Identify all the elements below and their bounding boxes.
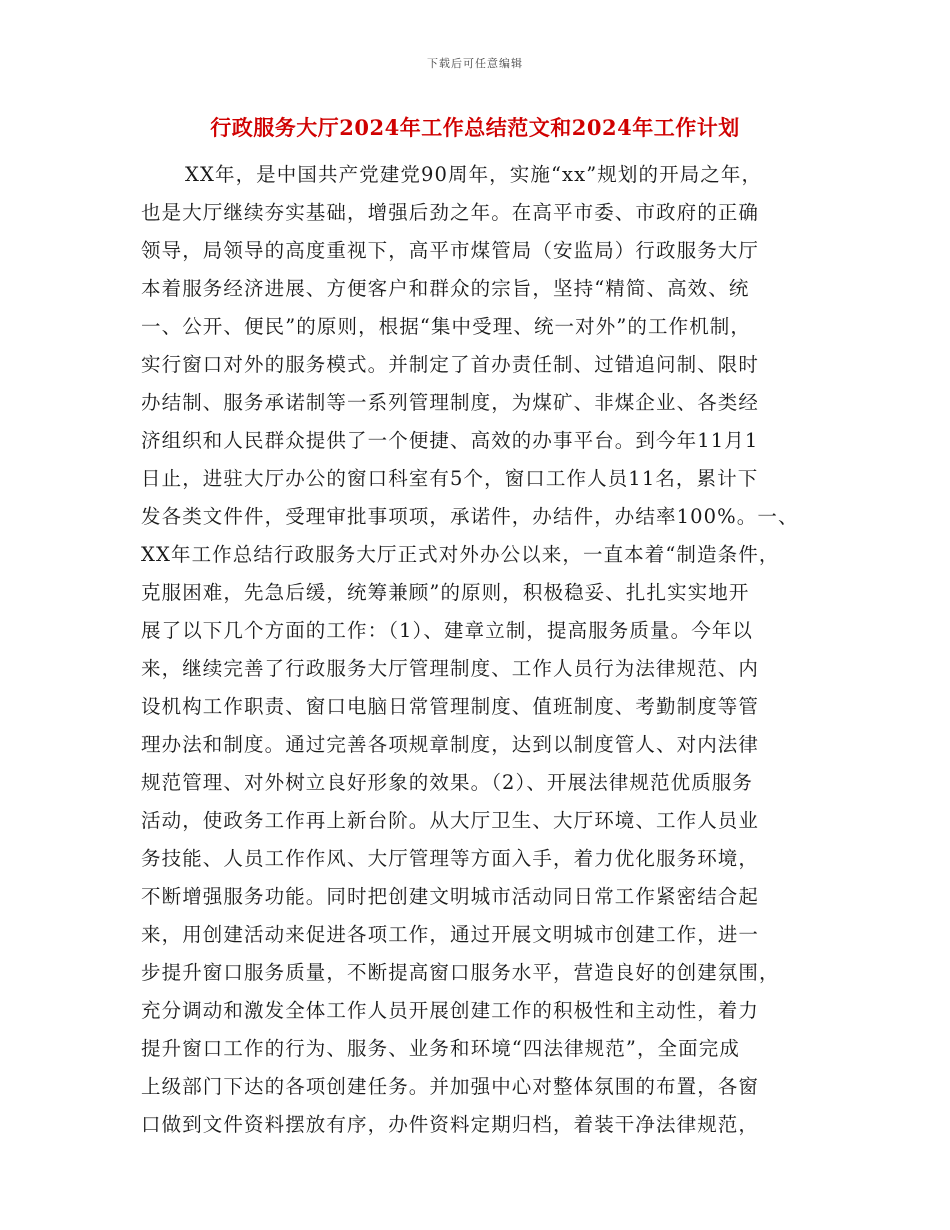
body-line: 理办法和制度。通过完善各项规章制度，达到以制度管人、对内法律 (141, 733, 760, 756)
body-line: XX年，是中国共产党建党90周年，实施“xx”规划的开局之年， (185, 163, 763, 186)
body-line: 规范管理、对外树立良好形象的效果。（2）、开展法律规范优质服务 (141, 771, 754, 794)
body-text (141, 156, 821, 1144)
body-line: 也是大厅继续夯实基础，增强后劲之年。在高平市委、市政府的正确 (141, 201, 760, 224)
body-line: 提升窗口工作的行为、服务、业务和环境“四法律规范”，全面完成 (141, 1037, 740, 1060)
body-line: 本着服务经济进展、方便客户和群众的宗旨，坚持“精简、高效、统 (141, 277, 750, 300)
body-line: 实行窗口对外的服务模式。并制定了首办责任制、过错追问制、限时 (141, 353, 760, 376)
body-line: 步提升窗口服务质量，不断提高窗口服务水平，营造良好的创建氛围， (141, 961, 780, 984)
body-line: 口做到文件资料摆放有序，办件资料定期归档，着装干净法律规范， (141, 1113, 760, 1136)
body-line: 不断增强服务功能。同时把创建文明城市活动同日常工作紧密结合起 (141, 885, 760, 908)
body-line: XX年工作总结行政服务大厅正式对外办公以来，一直本着“制造条件， (141, 543, 780, 566)
body-line: 济组织和人民群众提供了一个便捷、高效的办事平台。到今年11月1 (141, 429, 759, 452)
body-line: 活动，使政务工作再上新台阶。从大厅卫生、大厅环境、工作人员业 (141, 809, 760, 832)
body-line: 务技能、人员工作作风、大厅管理等方面入手，着力优化服务环境， (141, 847, 760, 870)
header-note: 下载后可任意编辑 (427, 57, 523, 70)
body-line: 设机构工作职责、窗口电脑日常管理制度、值班制度、考勤制度等管 (141, 695, 760, 718)
body-line: 办结制、服务承诺制等一系列管理制度，为煤矿、非煤企业、各类经 (141, 391, 760, 414)
body-line: 展了以下几个方面的工作：（1）、建章立制，提高服务质量。今年以 (141, 619, 754, 642)
body-line: 克服困难，先急后缓，统筹兼顾”的原则，积极稳妥、扎扎实实地开 (141, 581, 750, 604)
body-line: 一、公开、便民”的原则，根据“集中受理、统一对外”的工作机制， (141, 315, 752, 338)
body-line: 来，用创建活动来促进各项工作，通过开展文明城市创建工作，进一 (141, 923, 760, 946)
document-title: 行政服务大厅2024年工作总结范文和2024年工作计划 (210, 115, 740, 140)
body-line: 日止，进驻大厅办公的窗口科室有5个，窗口工作人员11名，累计下 (141, 467, 759, 490)
body-line: 领导，局领导的高度重视下，高平市煤管局（安监局）行政服务大厅 (141, 239, 760, 262)
body-line: 上级部门下达的各项创建任务。并加强中心对整体氛围的布置，各窗 (141, 1075, 760, 1098)
body-line: 发各类文件件，受理审批事项项，承诺件，办结件，办结率100%。一、 (141, 505, 799, 528)
body-line: 充分调动和激发全体工作人员开展创建工作的积极性和主动性，着力 (141, 999, 760, 1022)
body-line: 来，继续完善了行政服务大厅管理制度、工作人员行为法律规范、内 (141, 657, 760, 680)
